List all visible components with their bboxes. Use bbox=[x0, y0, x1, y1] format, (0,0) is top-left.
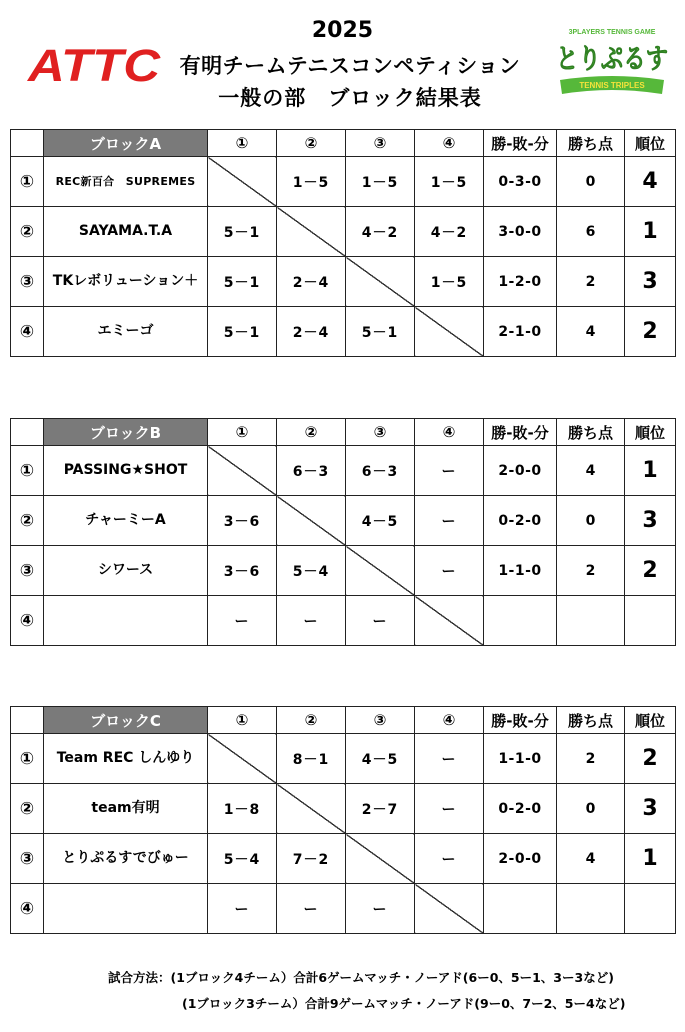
self-match-cell bbox=[208, 157, 277, 207]
corner-cell bbox=[11, 707, 44, 734]
col-header-4: ④ bbox=[415, 130, 484, 157]
row-number: ① bbox=[11, 734, 44, 784]
col-header-4: ④ bbox=[415, 707, 484, 734]
rank-cell bbox=[625, 596, 676, 646]
win-loss-draw: 1-1-0 bbox=[484, 546, 557, 596]
self-match-cell bbox=[277, 496, 346, 546]
team-name: PASSING★SHOT bbox=[44, 446, 208, 496]
table-row bbox=[11, 257, 676, 307]
score-cell: ー bbox=[415, 546, 484, 596]
table-row bbox=[11, 734, 676, 784]
score-cell: 1－8 bbox=[208, 784, 277, 834]
row-number: ② bbox=[11, 784, 44, 834]
block-name: ブロックB bbox=[44, 419, 208, 446]
score-cell: ー bbox=[346, 884, 415, 934]
points-cell: 6 bbox=[557, 207, 625, 257]
block-table-b bbox=[10, 418, 676, 646]
table-row bbox=[11, 157, 676, 207]
rank-cell: 2 bbox=[625, 307, 676, 357]
table-row bbox=[11, 207, 676, 257]
page-subtitle: 一般の部 ブロック結果表 bbox=[218, 86, 482, 110]
team-name: とりぷるすでびゅー bbox=[44, 834, 208, 884]
team-name: エミーゴ bbox=[44, 307, 208, 357]
score-cell: 5－4 bbox=[277, 546, 346, 596]
table-row bbox=[11, 446, 676, 496]
team-name: シワース bbox=[44, 546, 208, 596]
score-cell: ー bbox=[346, 596, 415, 646]
points-cell: 2 bbox=[557, 734, 625, 784]
table-header-row bbox=[11, 707, 676, 734]
col-header-wld: 勝-敗-分 bbox=[484, 707, 557, 734]
self-match-cell bbox=[415, 884, 484, 934]
table-row bbox=[11, 596, 676, 646]
team-name: team有明 bbox=[44, 784, 208, 834]
team-name bbox=[44, 884, 208, 934]
col-header-points: 勝ち点 bbox=[557, 130, 625, 157]
score-cell: ー bbox=[415, 784, 484, 834]
points-cell bbox=[557, 884, 625, 934]
self-match-cell bbox=[208, 446, 277, 496]
score-cell: ー bbox=[415, 834, 484, 884]
col-header-rank: 順位 bbox=[625, 707, 676, 734]
score-cell: ー bbox=[277, 596, 346, 646]
score-cell: ー bbox=[208, 884, 277, 934]
col-header-2: ② bbox=[277, 419, 346, 446]
table-row bbox=[11, 307, 676, 357]
win-loss-draw: 0-2-0 bbox=[484, 496, 557, 546]
rank-cell: 3 bbox=[625, 257, 676, 307]
score-cell: 2－4 bbox=[277, 257, 346, 307]
row-number: ④ bbox=[11, 307, 44, 357]
score-cell: ー bbox=[208, 596, 277, 646]
col-header-1: ① bbox=[208, 130, 277, 157]
win-loss-draw: 1-1-0 bbox=[484, 734, 557, 784]
tori-logo-ribbon-text: TENNIS TRIPLES bbox=[579, 81, 645, 90]
rank-cell: 3 bbox=[625, 784, 676, 834]
table-row bbox=[11, 884, 676, 934]
score-cell: 1－5 bbox=[415, 157, 484, 207]
points-cell: 4 bbox=[557, 834, 625, 884]
score-cell: 5－1 bbox=[208, 257, 277, 307]
col-header-4: ④ bbox=[415, 419, 484, 446]
rank-cell: 1 bbox=[625, 207, 676, 257]
self-match-cell bbox=[346, 546, 415, 596]
win-loss-draw: 1-2-0 bbox=[484, 257, 557, 307]
points-cell: 2 bbox=[557, 546, 625, 596]
row-number: ① bbox=[11, 157, 44, 207]
score-cell: ー bbox=[415, 734, 484, 784]
corner-cell bbox=[11, 130, 44, 157]
row-number: ③ bbox=[11, 834, 44, 884]
win-loss-draw bbox=[484, 596, 557, 646]
team-name: SAYAMA.T.A bbox=[44, 207, 208, 257]
attc-logo-text: ATTC bbox=[26, 40, 162, 91]
score-cell: 1－5 bbox=[277, 157, 346, 207]
col-header-3: ③ bbox=[346, 419, 415, 446]
block-table-a bbox=[10, 129, 676, 357]
col-header-rank: 順位 bbox=[625, 419, 676, 446]
score-cell: 4－2 bbox=[415, 207, 484, 257]
self-match-cell bbox=[415, 596, 484, 646]
col-header-wld: 勝-敗-分 bbox=[484, 130, 557, 157]
points-cell: 0 bbox=[557, 157, 625, 207]
col-header-3: ③ bbox=[346, 707, 415, 734]
win-loss-draw bbox=[484, 884, 557, 934]
col-header-1: ① bbox=[208, 707, 277, 734]
col-header-wld: 勝-敗-分 bbox=[484, 419, 557, 446]
row-number: ④ bbox=[11, 596, 44, 646]
win-loss-draw: 3-0-0 bbox=[484, 207, 557, 257]
row-number: ③ bbox=[11, 546, 44, 596]
points-cell: 4 bbox=[557, 307, 625, 357]
table-row bbox=[11, 784, 676, 834]
row-number: ② bbox=[11, 207, 44, 257]
row-number: ② bbox=[11, 496, 44, 546]
win-loss-draw: 0-2-0 bbox=[484, 784, 557, 834]
score-cell: 7－2 bbox=[277, 834, 346, 884]
team-name: TKレボリューション＋ bbox=[44, 257, 208, 307]
table-row bbox=[11, 546, 676, 596]
win-loss-draw: 2-1-0 bbox=[484, 307, 557, 357]
col-header-1: ① bbox=[208, 419, 277, 446]
block-name: ブロックA bbox=[44, 130, 208, 157]
score-cell: ー bbox=[277, 884, 346, 934]
win-loss-draw: 2-0-0 bbox=[484, 446, 557, 496]
score-cell: ー bbox=[415, 446, 484, 496]
rank-cell: 2 bbox=[625, 546, 676, 596]
page-header bbox=[0, 0, 685, 120]
toripurusu-logo bbox=[552, 22, 672, 102]
score-cell: 6－3 bbox=[277, 446, 346, 496]
score-cell: 5－4 bbox=[208, 834, 277, 884]
col-header-rank: 順位 bbox=[625, 130, 676, 157]
win-loss-draw: 0-3-0 bbox=[484, 157, 557, 207]
title-year: 2025 bbox=[311, 18, 374, 43]
score-cell: ー bbox=[415, 496, 484, 546]
score-cell: 1－5 bbox=[415, 257, 484, 307]
self-match-cell bbox=[277, 207, 346, 257]
points-cell: 0 bbox=[557, 496, 625, 546]
block-table-c bbox=[10, 706, 676, 934]
team-name: REC新百合 SUPREMES bbox=[44, 157, 208, 207]
attc-logo bbox=[26, 40, 164, 91]
rank-cell: 1 bbox=[625, 834, 676, 884]
match-format-line-2: (1ブロック3チーム）合計9ゲームマッチ・ノーアド(9ー0、7ー2、5ー4など) bbox=[182, 996, 626, 1011]
team-name: チャーミーA bbox=[44, 496, 208, 546]
score-cell: 1－5 bbox=[346, 157, 415, 207]
team-name: Team REC しんゆり bbox=[44, 734, 208, 784]
rank-cell: 1 bbox=[625, 446, 676, 496]
self-match-cell bbox=[346, 834, 415, 884]
col-header-points: 勝ち点 bbox=[557, 707, 625, 734]
page-title: 有明チームテニスコンペティション bbox=[179, 54, 521, 78]
score-cell: 2－4 bbox=[277, 307, 346, 357]
score-cell: 8－1 bbox=[277, 734, 346, 784]
col-header-2: ② bbox=[277, 707, 346, 734]
win-loss-draw: 2-0-0 bbox=[484, 834, 557, 884]
table-header-row bbox=[11, 130, 676, 157]
row-number: ① bbox=[11, 446, 44, 496]
score-cell: 4－5 bbox=[346, 496, 415, 546]
corner-cell bbox=[11, 419, 44, 446]
rank-cell: 3 bbox=[625, 496, 676, 546]
tori-logo-main: とりぷるす bbox=[556, 44, 668, 75]
row-number: ④ bbox=[11, 884, 44, 934]
score-cell: 4－5 bbox=[346, 734, 415, 784]
table-header-row bbox=[11, 419, 676, 446]
score-cell: 4－2 bbox=[346, 207, 415, 257]
rank-cell: 2 bbox=[625, 734, 676, 784]
team-name bbox=[44, 596, 208, 646]
row-number: ③ bbox=[11, 257, 44, 307]
score-cell: 5－1 bbox=[208, 307, 277, 357]
score-cell: 6－3 bbox=[346, 446, 415, 496]
score-cell: 3－6 bbox=[208, 546, 277, 596]
points-cell bbox=[557, 596, 625, 646]
points-cell: 0 bbox=[557, 784, 625, 834]
rank-cell bbox=[625, 884, 676, 934]
col-header-3: ③ bbox=[346, 130, 415, 157]
table-row bbox=[11, 834, 676, 884]
block-name: ブロックC bbox=[44, 707, 208, 734]
col-header-points: 勝ち点 bbox=[557, 419, 625, 446]
table-row bbox=[11, 496, 676, 546]
self-match-cell bbox=[415, 307, 484, 357]
self-match-cell bbox=[346, 257, 415, 307]
score-cell: 5－1 bbox=[208, 207, 277, 257]
match-format-line-1: 試合方法：(1ブロック4チーム）合計6ゲームマッチ・ノーアド(6ー0、5ー1、3ー3など) bbox=[108, 970, 614, 985]
score-cell: 2－7 bbox=[346, 784, 415, 834]
self-match-cell bbox=[208, 734, 277, 784]
points-cell: 4 bbox=[557, 446, 625, 496]
score-cell: 5－1 bbox=[346, 307, 415, 357]
points-cell: 2 bbox=[557, 257, 625, 307]
tori-logo-top: 3PLAYERS TENNIS GAME bbox=[568, 29, 656, 36]
self-match-cell bbox=[277, 784, 346, 834]
rank-cell: 4 bbox=[625, 157, 676, 207]
score-cell: 3－6 bbox=[208, 496, 277, 546]
col-header-2: ② bbox=[277, 130, 346, 157]
